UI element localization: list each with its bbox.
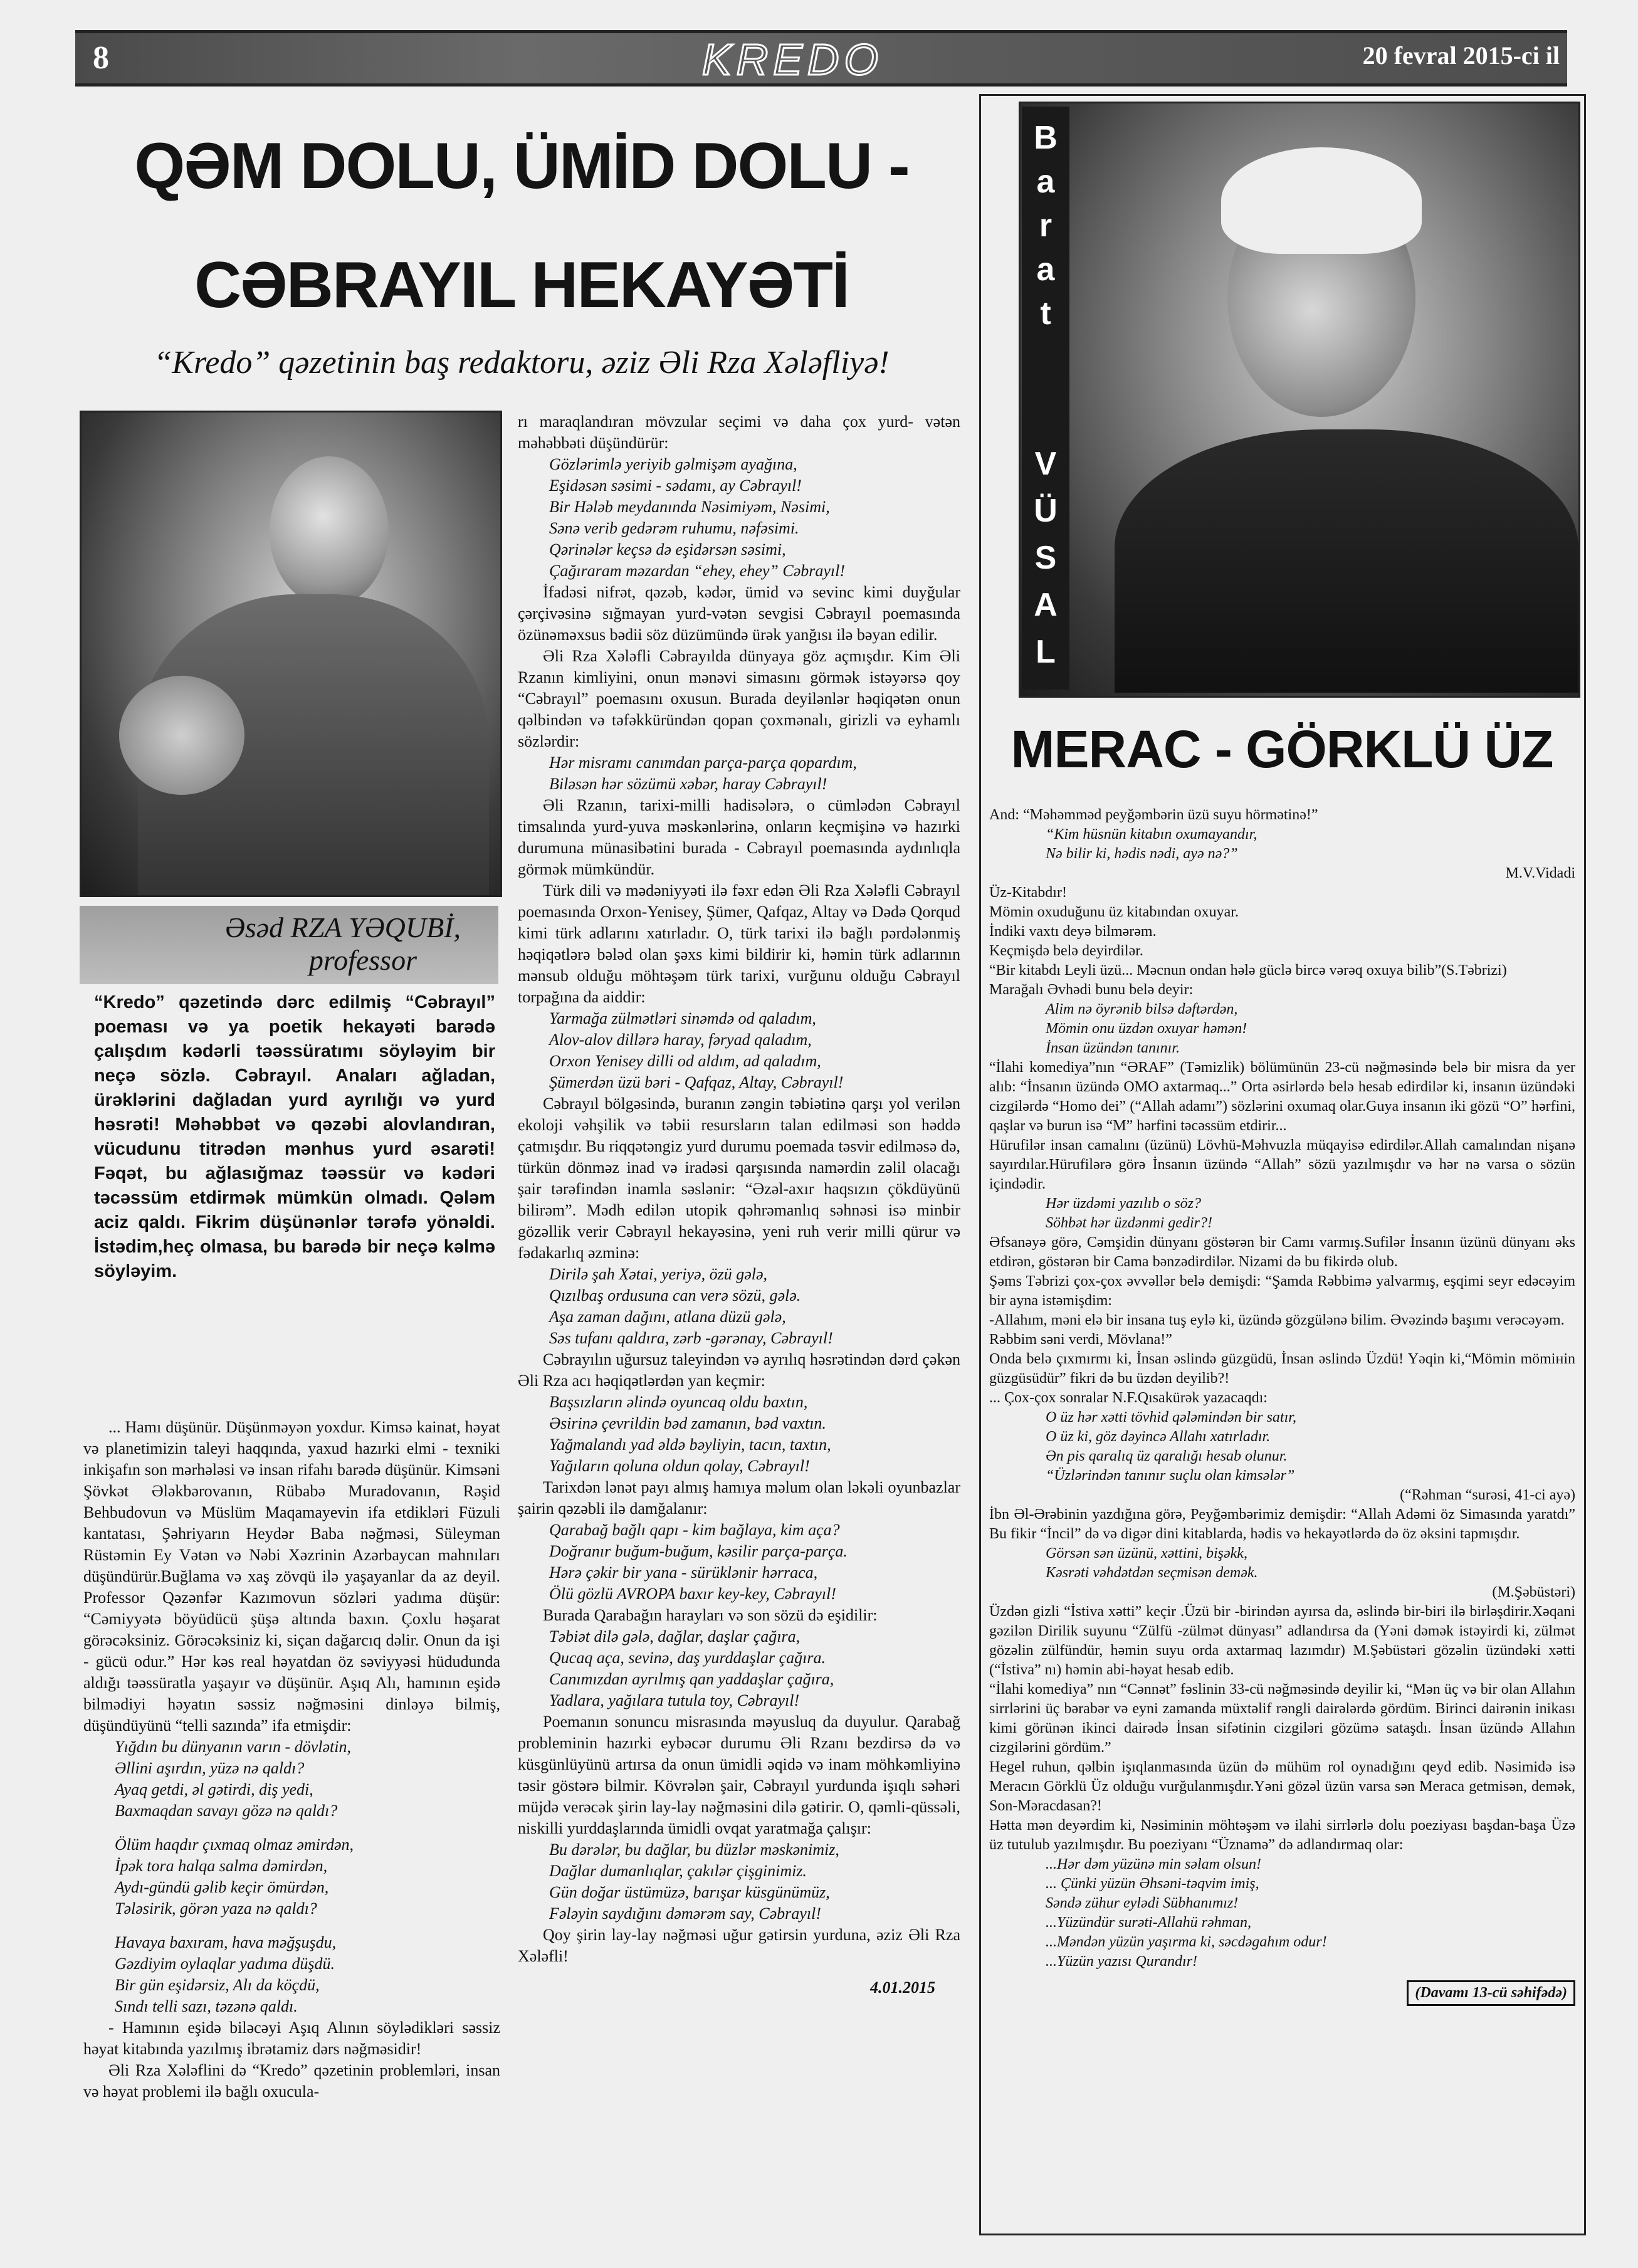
paragraph: İfadəsi nifrət, qəzəb, kədər, ümid və sevinc kimi duyğular çərçivəsinə sığmayan yurd-vətən sevgisi Cəbrayıl poemasında özünəməxsus bədii söz düzümündə ürək yanğısı ilə bəyan edilir.: [518, 583, 960, 644]
author-name-vertical: [1022, 107, 1069, 690]
paragraph: Cəbrayılın uğursuz taleyindən və ayrılıq həsrətindən dərd çəkən Əli Rza acı həqiqətlərdən yan keçmir:: [518, 1350, 960, 1390]
verse-line: Ən pis qaralıq üz qaralığı hesab olunur.: [1046, 1448, 1288, 1464]
verse-line: İnsan üzündən tanınır.: [1046, 1040, 1180, 1056]
verse-line: Aşa zaman dağını, atlana düzü gələ,: [549, 1308, 786, 1326]
author-name: Əsəd RZA YƏQUBİ,: [224, 911, 461, 943]
verse-line: Gəzdiyim oylaqlar yadıma düşdü.: [115, 1955, 335, 1973]
verse-line: Əsirinə çevrildin bəd zamanın, bəd vaxtın.: [549, 1414, 826, 1432]
verse-line: “Kim hüsnün kitabın oxumayandır,: [1046, 826, 1257, 843]
paragraph: Burada Qarabağın harayları və son sözü də eşidilir:: [543, 1606, 878, 1624]
paragraph: Keçmişdə belə deyirdilər.: [989, 943, 1143, 959]
verse-line: Qucaq aça, sevinə, daş yurddaşlar çağıra.: [549, 1649, 826, 1667]
paragraph: Onda belə çıxmırmı ki, İnsan əslində güzgüdü, İnsan əslində Üzdü! Yəqin ki,“Mömin mömінin güzgüsüdür” fikri də bu üzdən deyilib?!: [989, 1351, 1575, 1387]
paragraph: “İlahi komediya”nın “ƏRAF” (Təmizlik) bölümünün 23-cü nəğməsində belə bir misra da yer alıb: “İnsanın üzündə OMO axtarmaq...” Orta əsirlərdə belə hesab edirdilər ki, insanın üzündəki cizgilərdə “Homo dei” (“Allah adamı”) sözlərini oxumaq olar.Guya insanın iki gözü “O” hərfini, qaşlar və burun isə “M” hərfini təcəssüm etdirir...: [989, 1059, 1575, 1134]
author-caption: [80, 906, 498, 984]
verse-line: Ayaq getdi, əl gətirdi, diş yedi,: [115, 1780, 313, 1798]
paragraph: Üz-Kitabdır!: [989, 885, 1067, 901]
verse-line: Nə bilir ki, hədis nədi, ayə nə?”: [1046, 846, 1238, 862]
verse-line: ... Çünki yüzün Əhsəni-təqvim imiş,: [1046, 1876, 1259, 1892]
paragraph: Hətta mən deyərdim ki, Nəsiminin möhtəşəm və ilahi sirrlərlə dolu poeziyası başdan-başa Üzə üz tutulub yazılmışdır. Bu poeziyanı “Üznamə” də adlandırmaq olar:: [989, 1817, 1575, 1853]
verse-line: Mömin onu üzdən oxuyar həmən!: [1046, 1021, 1247, 1037]
verse-line: Kəsrəti vəhdətdən seçmisən demək.: [1046, 1565, 1258, 1581]
verse-line: Doğranır buğum-buğum, kəsilir parça-parça.: [549, 1542, 848, 1560]
verse-line: Baxmaqdan savayı gözə nə qaldı?: [115, 1802, 338, 1820]
author-letter: r: [1039, 207, 1053, 244]
verse-line: Səndə zühur eylədi Sübhanımız!: [1046, 1895, 1239, 1911]
verse-line: Dağlar dumanlıqlar, çakılər çişginimiz.: [549, 1862, 807, 1880]
citation: (“Rəhman “surəsi, 41-ci ayə): [1400, 1487, 1575, 1503]
verse-line: ...Hər dəm yüzünə min səlam olsun!: [1046, 1856, 1261, 1872]
paragraph: - Hamının eşidə biləcəyi Aşıq Alının söylədikləri səssiz həyat kitabında yazılmış ibrətamiz dərs nəğməsidir!: [83, 2019, 500, 2058]
author-letter: S: [1034, 540, 1057, 576]
verse-line: Biləsən hər sözümü xəbər, haray Cəbrayıl!: [549, 775, 827, 793]
verse-line: O üz hər xətti tövhid qələmindən bir satır,: [1046, 1409, 1296, 1425]
headline-line-1: QƏM DOLU, ÜMİD DOLU -: [134, 130, 909, 202]
citation: M.V.Vidadi: [1505, 865, 1575, 881]
verse-line: Qərinələr keçsə də eşidərsən səsimi,: [549, 540, 786, 559]
author-photo-vusal: [1019, 102, 1580, 698]
verse-line: Ölü gözlü AVROPA baxır key-key, Cəbrayıl!: [549, 1585, 836, 1603]
verse-line: Havaya baxıram, hava məğşuşdu,: [115, 1933, 337, 1951]
verse-line: Alov-alov dillərə haray, fəryad qaladım,: [549, 1031, 812, 1049]
author-letter: t: [1040, 295, 1051, 332]
verse-line: Bir Hələb meydanında Nəsimiyəm, Nəsimi,: [549, 498, 830, 516]
issue-date: 20 fevral 2015-ci il: [1362, 41, 1560, 70]
verse-line: Şümerdən üzü bəri - Qafqaz, Altay, Cəbrayıl!: [549, 1073, 844, 1091]
paragraph: İbn Əl-Ərəbinin yazdığına görə, Peyğəmbərimiz demişdir: “Allah Adəmi öz Simasında yaratdı” Bu fikir “İncil” də və digər dini kitablarda, hədis və hekayətlərdə də öz əksini tapmışdır.: [989, 1506, 1575, 1542]
verse-line: Dirilə şah Xətai, yeriyə, özü gələ,: [549, 1265, 768, 1283]
paragraph: Hürufilər insan camalını (üzünü) Lövhü-Məhvuzla müqayisə edirdilər.Allah camalından nişanə sayırdılar.Hürufilərə görə İnsanın üzündə “Allah” sözü yazılmışdır və hər nə varsa o sözün içindədir.: [989, 1137, 1575, 1192]
paragraph: ... Çox-çox sonralar N.F.Qısakürək yazacaqdı:: [989, 1390, 1268, 1406]
verse-line: Ölüm haqdır çıxmaq olmaz əmirdən,: [115, 1835, 354, 1854]
paragraph: Şəms Təbrizi çox-çox əvvəllər belə demişdi: “Şamda Rəbbimə yalvarmış, eşqimi seyr edəcəyim bir ayna istəmişdim:: [989, 1273, 1575, 1309]
verse-line: Bu dərələr, bu dağlar, bu düzlər məskənimiz,: [549, 1840, 839, 1859]
paragraph: Əfsanəyə görə, Cəmşidin dünyanı göstərən bir Camı varmış.Sufilər İnsanın üzünü dünyanı əks etdirən, göstərən bir Cama bənzədirdilər. Nizami də bu fikirdə olub.: [989, 1234, 1575, 1270]
verse-line: Yağıların qoluna oldun qolay, Cəbrayıl!: [549, 1457, 810, 1475]
article-title: MERAC - GÖRKLÜ ÜZ: [1011, 720, 1553, 779]
verse-line: Canımızdan ayrılmış qan yaddaşlar çağıra,: [549, 1670, 834, 1688]
newspaper-masthead: [75, 30, 1567, 87]
verse-line: Sənə verib gedərəm ruhumu, nəfəsimi.: [549, 519, 799, 537]
verse-line: Yığdın bu dünyanın varın - dövlətin,: [115, 1738, 351, 1756]
paragraph: And: “Məhəmməd peyğəmbərin üzü suyu hörmətinə!”: [989, 807, 1318, 823]
verse-line: Yarmağa zülmətləri sinəmdə od qaladım,: [549, 1009, 816, 1027]
verse-line: Eşidəsən səsimi - sədamı, ay Cəbrayıl!: [549, 476, 802, 495]
paragraph: “Bir kitabdı Leyli üzü... Məcnun ondan hələ güclə bircə vərəq oxuya bilib”(S.Təbrizi): [989, 962, 1507, 979]
verse-line: Səs tufanı qaldıra, zərb -gərənay, Cəbrayıl!: [549, 1329, 833, 1347]
verse-line: O üz ki, göz dəyincə Allahı xatırladır.: [1046, 1429, 1271, 1445]
verse-line: Hər misramı canımdan parça-parça qopardım,: [549, 753, 857, 772]
paragraph: Türk dili və mədəniyyəti ilə fəxr edən Əli Rza Xələfli Cəbrayıl poemasında Orxon-Yenisey, Şümer, Qafqaz, Altay və Dədə Qorqud kimi türk adlarını xatırladır. O, türk tarixi ilə bağlı pərdələnmiş həqiqətlərə bələd olan şəxs kimi bildirir ki, həmin türk adlarının mənsub olduğu möhtəşəm türk tarixi, vurğunu olduğu Cəbrayıl torpağına da aiddir:: [518, 881, 960, 1006]
verse-line: Bir gün eşidərsiz, Alı da köçdü,: [115, 1976, 320, 1994]
verse-line: Söhbət hər üzdənmi gedir?!: [1046, 1215, 1212, 1231]
verse-line: Qarabağ bağlı qapı - kim bağlaya, kim aça?: [549, 1521, 840, 1539]
verse-line: ...Məndən yüzün yaşırma ki, səcdəgahım odur!: [1046, 1934, 1327, 1950]
author-letter: Ü: [1034, 493, 1058, 529]
headline-line-2: CƏBRAYIL HEKAYƏTİ: [194, 249, 849, 322]
stanza-break: [83, 1822, 500, 1834]
paragraph: İndiki vaxtı deyə bilmərəm.: [989, 923, 1157, 940]
paragraph: Poemanın sonuncu misrasında məyusluq da duyulur. Qarabağ probleminin hazırki eybəcər durumu Əli Rzanı bezdirsə də və küsgünlüyünü artırsa da onun ümidli əqidə və inam möhkəmliyinə təsir göstərə bilmir. Kövrələn şair, Cəbrayıl yurdunda işıqlı səhəri müjdə verəcək şirin lay-lay nəğməsini dilə gətirir. O, qəmli-qüssəli, niskilli yurddaşlarında ümidli ovqat yaratmağa çalışır:: [518, 1713, 960, 1837]
citation: (M.Şəbüstəri): [1492, 1584, 1575, 1600]
author-photo: [80, 411, 502, 897]
verse-line: Hərə çəkir bir yana - sürüklənir hərraca,: [549, 1563, 818, 1582]
article-date: 4.01.2015: [870, 1978, 935, 1997]
verse-line: Hər üzdəmi yazılıb o söz?: [1046, 1195, 1201, 1212]
verse-line: İpək tora halqa salma dəmirdən,: [115, 1857, 328, 1875]
verse-line: “Üzlərindən tanınır suçlu olan kimsələr”: [1046, 1467, 1295, 1484]
verse-line: Təbiət dilə gələ, dağlar, daşlar çağıra,: [549, 1627, 801, 1646]
paragraph: “İlahi komediya” nın “Cənnət” fəslinin 33-cü nəğməsində deyilir ki, “Mən üç və bir olan Allahın sirrlərini üç bərabər və eyni zamanda müxtəlif rəngli dairələrdə gördüm. Birinci dairənin inikası kimi görünən ikinci dairədə İnsan sifətinin cizgiləri gözümə sataşdı. İnsan üzündə Allahın cizgilərini gördüm.”: [989, 1681, 1575, 1756]
article-intro: “Kredo” qəzetində dərc edilmiş “Cəbrayıl” poeması və ya poetik hekayəti barədə çalışdım kədərli təəssüratımı söyləyim bir neçə sözlə. Cəbrayıl. Anaları ağladan, ürəklərini dağladan yurd ayrılığı və yurd həsrəti! Məhəbbət və qəzəbi alovlandıran, vücudunu titrədən mənhus yurd əsarəti! Fəqət, bu ağlasığmaz təəssür və kədəri təcəssüm etdirmək mümkün olmadı. Qələm aciz qaldı. Fikrim düşünənlər tərəfə yönəldi. İstədim,heç olmasa, bu barədə bir neçə kəlmə söyləyim.: [94, 992, 495, 1281]
paragraph: Əli Rza Xələfli Cəbrayılda dünyaya göz açmışdır. Kim Əli Rzanın kimliyini, onun mənəvi simasını görmək istəyərsə qoy “Cəbrayıl” poemasını oxusun. Burada deyilənlər həqiqətən onun qəlbindən və təfəkküründən qopan çoxmənalı, girizli və eyhamlı sözlərdir:: [518, 647, 960, 750]
verse-line: Orxon Yenisey dilli od aldım, ad qaladım,: [549, 1052, 821, 1070]
author-title: professor: [308, 944, 417, 976]
author-letter: A: [1034, 587, 1058, 623]
verse-line: Qızılbaş ordusuna can verə sözü, gələ.: [549, 1286, 801, 1305]
article-dedication: “Kredo” qəzetinin baş redaktoru, əziz Əli Rza Xələfliyə!: [154, 345, 890, 381]
continued-on-page-note: (Davamı 13-cü səhifədə): [1407, 1980, 1575, 2006]
article-column-left: [83, 1417, 500, 2103]
paragraph: Əli Rza Xələflini də “Kredo” qəzetinin problemləri, insan və həyat problemi ilə bağlı oxucula-: [83, 2061, 500, 2101]
verse-line: Sındı telli sazı, təzənə qaldı.: [115, 1997, 298, 2015]
paragraph: Cəbrayıl bölgəsində, buranın zəngin təbiətinə qarşı yol verilən ekoloji vəhşilik və təbii resursların talan edilməsi son həddə çatmışdır. Bu riqqətəngiz yurd durumu poemada təsvir edilməsə də, türkün dönməz inad və iradəsi qarşısında namərdin zəlil olacağı şair tərəfindən inamla səslənir: “Əzəl-axır haqsızın çökdüyünü bilirəm”. Mədh edilən utopik qəhrəmanlıq səhnəsi isə minbir gözəllik verir Cəbrayıl hekayəsinə, yeni ruh verir milli qürur və fədakarlıq əzminə:: [518, 1095, 960, 1262]
paragraph: Tarixdən lənət payı almış hamıya məlum olan ləkəli oyunbazlar şairin qəzəbli ilə damğalanır:: [518, 1478, 960, 1518]
paragraph: rı maraqlandıran mövzular seçimi və daha çox yurd- vətən məhəbbəti düşündürür:: [518, 412, 960, 452]
paragraph: Əli Rzanın, tarixi-milli hadisələrə, o cümlədən Cəbrayıl timsalında yurd-yuva məskənlərinə, onların keçmişinə və hazırki durumuna münasibətini burada - Cəbrayıl poemasında aydınlıqla görmək mümkündür.: [518, 796, 960, 878]
verse-line: Alim nə öyrənib bilsə dəftərdən,: [1046, 1001, 1238, 1017]
paragraph: -Allahım, məni elə bir insana tuş eylə ki, üzündə gözgülənə bilim. Əvəzində başımı verəcəyəm.: [989, 1312, 1565, 1328]
author-letter: L: [1036, 634, 1056, 670]
paragraph: Mömin oxuduğunu üz kitabından oxuyar.: [989, 904, 1239, 920]
paragraph: Üzdən gizli “İstiva xətti” keçir .Üzü bir -birindən ayırsa da, əslində bir-biri ilə birləşdirir.Xəqani gəzilən Dirilik suyunu “Zülfü -zülmət dünyası” adlandırsa da (Yəni dəmək istəyirdi ki, zülmət gözəlin zülfündür, həmin suyu orda axtarmaq lazımdır) M.Şəbüstəri gözəlin üzündəki xətti (“İstiva” nı) həmin abi-həyat hesab edib.: [989, 1604, 1575, 1678]
author-letter: a: [1036, 251, 1055, 288]
verse-line: Gün doğar üstümüzə, barışar küsgünümüz,: [549, 1883, 830, 1901]
verse-line: Əllini aşırdın, yüzə nə qaldı?: [115, 1759, 305, 1777]
verse-line: Çağıraram məzardan “ehey, ehey” Cəbrayıl!: [549, 562, 846, 580]
article-column-right: [518, 411, 960, 1998]
verse-line: Görsən sən üzünü, xəttini, bişəkk,: [1046, 1545, 1247, 1562]
article-body: [989, 806, 1575, 2006]
verse-line: Aydı-gündü gəlib keçir ömürdən,: [115, 1878, 329, 1896]
author-letter: B: [1034, 120, 1058, 156]
verse-line: Yağmalandı yad əldə bəyliyin, tacın, taxtın,: [549, 1436, 831, 1454]
verse-line: ...Yüzün yazısı Qurandır!: [1046, 1953, 1198, 1970]
paragraph: Rəbbim səni verdi, Mövlana!”: [989, 1331, 1172, 1348]
paragraph: Marağalı Əvhədi bunu belə deyir:: [989, 982, 1194, 998]
verse-line: ...Yüzündür surəti-Allahü rəhman,: [1046, 1914, 1252, 1931]
paragraph: ... Hamı düşünür. Düşünməyən yoxdur. Kimsə kainat, həyat və planetimizin taleyi haqqında, yaxud hazırki elmi - texniki inkişafın son mərhələsi və insan rifahı barədə düşünür. Kimsəni Şövkət Ələkbərovanın, Rübabə Muradovanın, Rəşid Behbudovun və Müslüm Maqamayevin ifa etdikləri Füzuli kantatası, Şəhriyarın Heydər Baba nəğməsi, Süleyman Rüstəmin Ey Vətən və Nəbi Xəzrinin Azərbaycan mahnıları düşündürür.Buğlama və xaş zövqü ilə yaşayanlar da az deyil. Professor Qəzənfər Kazımovun sözləri yadıma düşür: “Cəmiyyətə böyüdücü şüşə altında baxın. Çoxlu həşarat görəcəksiniz. Görəcəksiniz ki, siçan dağarcıq dəlir. Onun da işi - gücü odur.” Hər kəs real həyatdan öz səviyyəsi hüdudunda aldığı təəssüratla yaşayır və düşünür. Aşıq Alı, hamının eşidə bilmədiyi həyatın səssiz nəğməsini dinləyə bilmiş, düşündüyünü “telli sazında” ifa etmişdir:: [83, 1418, 500, 1735]
verse-line: Yadlara, yağılara tutula toy, Cəbrayıl!: [549, 1691, 800, 1709]
paragraph: Qoy şirin lay-lay nəğməsi uğur gətirsin yurduna, əziz Əli Rza Xələfli!: [518, 1926, 960, 1965]
newspaper-logo: KREDO: [702, 35, 883, 84]
author-letter: a: [1036, 164, 1055, 200]
author-letter: V: [1034, 446, 1057, 482]
stanza-break: [83, 1919, 500, 1932]
verse-line: Tələsirik, görən yaza nə qaldı?: [115, 1899, 317, 1918]
verse-line: Fələyin saydığını dəmərəm say, Cəbrayıl!: [549, 1904, 821, 1923]
paragraph: Hegel ruhun, qəlbin işıqlanmasında üzün də mühüm rol oynadığını qeyd edib. Nəsimidə isə Meracın Görklü Üz olduğu vurğulanmışdır.Yəni gözəl üzün varsa sən Meraca getmisən, demək, Son-Məracdasan?!: [989, 1759, 1575, 1814]
verse-line: Başsızların əlində oyuncaq oldu baxtın,: [549, 1393, 808, 1411]
verse-line: Gözlərimlə yeriyib gəlmişəm ayağına,: [549, 455, 797, 473]
page-number: 8: [93, 40, 109, 76]
